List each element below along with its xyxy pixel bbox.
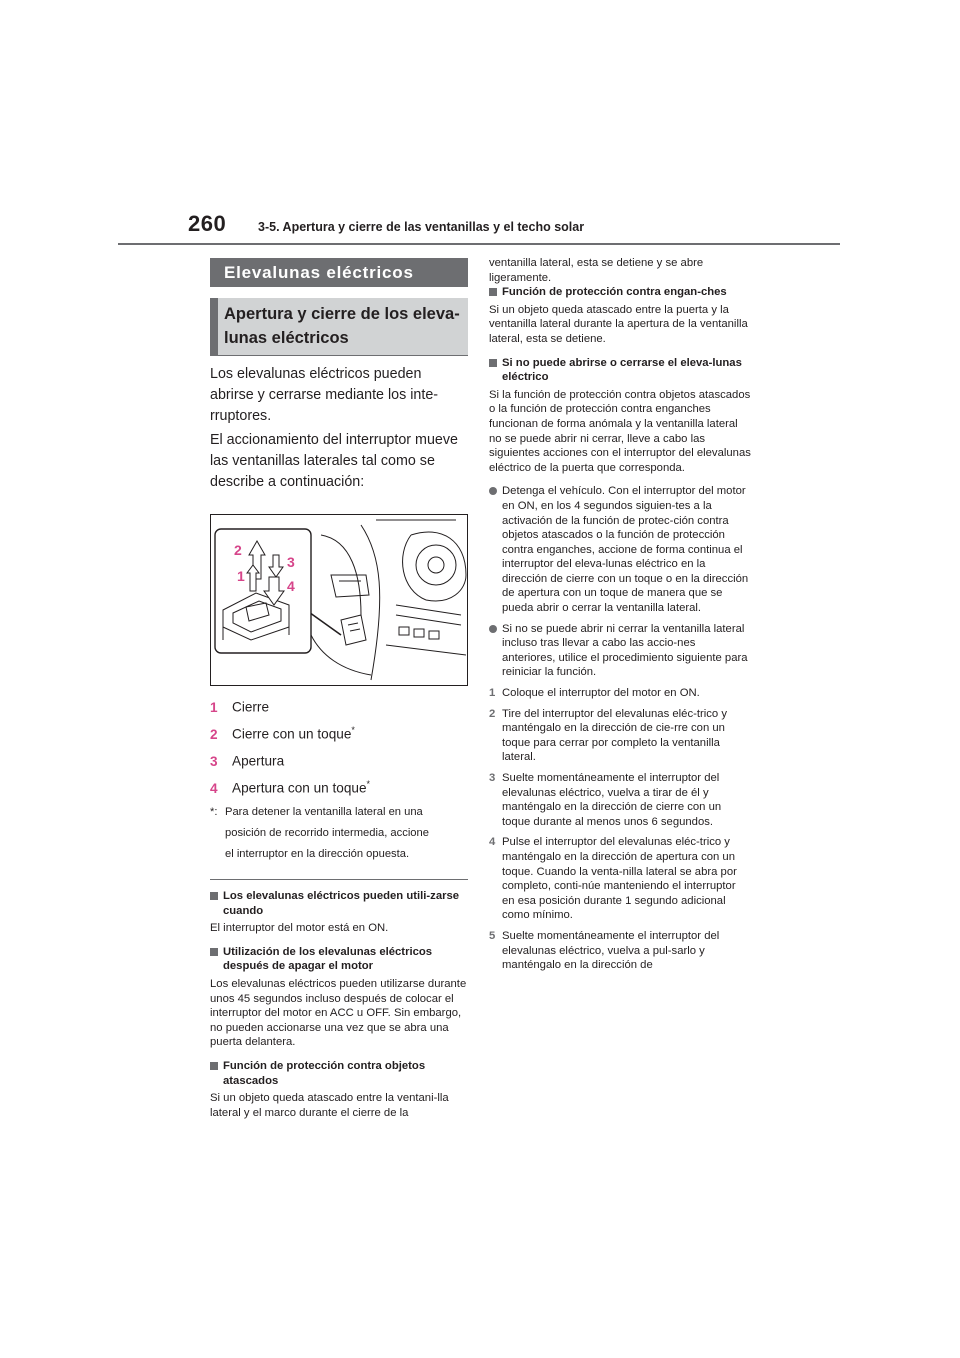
legend-number: 3 (210, 753, 218, 769)
step-item (489, 929, 751, 973)
step-number: 4 (489, 836, 496, 849)
page-number: 260 (188, 211, 227, 236)
step-text: Suelte momentáneamente el interruptor del elevalunas eléctrico, vuelva a pul-sarlo y manténgalo en la dirección de (502, 929, 720, 972)
note-heading: Los elevalunas eléctricos pueden utili-zarse cuando (210, 889, 468, 918)
legend-text: Apertura con un toque (232, 780, 367, 796)
note-heading: Utilización de los elevalunas eléctricos después de apagar el motor (210, 945, 468, 974)
note-body: El interruptor del motor está en ON. (210, 922, 389, 935)
note-heading: Si no puede abrirse o cerrarse el eleva-lunas eléctrico (489, 356, 751, 385)
note-body: Si un objeto queda atascado entre la ventani-lla lateral y el marco durante el cierre de la (210, 1092, 449, 1119)
intro-paragraph: Los elevalunas eléctricos pueden abrirse y cerrarse mediante los inte-rruptores. (210, 366, 439, 424)
inset-frame (215, 529, 311, 653)
page-header (0, 0, 960, 250)
bullet-item: Si no se puede abrir ni cerrar la ventanilla lateral incluso tras llevar a cabo las accio-nes anteriores, utilice el procedimiento siguiente para reiniciar la función. (489, 622, 751, 680)
illustration-svg (211, 515, 467, 685)
subsection-band-title: Apertura y cierre de los eleva-lunas eléctricos (210, 298, 468, 356)
callout-label: 3 (287, 554, 295, 570)
step-item (489, 835, 751, 923)
bullet-item: Detenga el vehículo. Con el interruptor del motor en ON, en los 4 segundos siguien-tes a la activación de la función de protec-ción contra objetos atascados o la función de protección contra enganches, accione de forma continua el interruptor del eleva-lunas eléctrico en la dirección de cierre con un toque o en la dirección de apertura con un toque de manera que se pueda abrir o cerrar la ventanilla lateral. (489, 484, 751, 615)
step-text: Suelte momentáneamente el interruptor del elevalunas eléctrico, vuelva a tirar de él y manténgalo en la dirección de cierre con un toque durante al menos unos 6 segundos. (502, 772, 722, 828)
step-number: 2 (489, 707, 496, 720)
footnote-line: *: Para detener la ventanilla lateral en una (210, 802, 468, 823)
step-item (489, 686, 751, 701)
intro-text (210, 364, 468, 493)
section-title: 3-5. Apertura y cierre de las ventanillas y el techo solar (258, 220, 585, 234)
footnote (210, 802, 468, 865)
footnote-line: posición de recorrido intermedia, accione (225, 827, 429, 839)
callout-label: 1 (237, 568, 245, 584)
legend-item (210, 721, 468, 745)
legend-item (210, 748, 468, 772)
legend-asterisk: * (366, 779, 371, 789)
note-body: Los elevalunas eléctricos pueden utilizarse durante unos 45 segundos incluso después de colocar el interruptor del motor en ACC u OFF. Sin embargo, no pueden accionarse una vez que se abra una puerta delantera. (210, 977, 467, 1049)
legend-number: 1 (210, 699, 218, 715)
step-text: Pulse el interruptor del elevalunas eléc-trico y manténgalo en la dirección de apertura con un toque. Cuando la venta-nilla lateral se abra por completo, conti-núe manteniendo el interruptor en esa posición durante 1 segundo adicional como mínimo. (502, 836, 737, 922)
right-column (489, 256, 751, 979)
header-divider (118, 243, 840, 245)
legend-text: Apertura (232, 753, 285, 769)
illustration-legend (210, 694, 468, 799)
note-body: Si la función de protección contra objetos atascados o la función de protección contra enganches funcionan de forma anómala y la ventanilla lateral no se puede abrir ni cerrar, lleve a cabo las siguientes acciones con el interruptor del elevalunas eléctrico de la puerta que corresponda. (489, 388, 751, 474)
continuation-text: ventanilla lateral, esta se detiene y se abre ligeramente. (489, 257, 704, 284)
legend-item (210, 775, 468, 799)
step-text: Coloque el interruptor del motor en ON. (502, 687, 700, 700)
step-item (489, 771, 751, 829)
footnote-mark: *: (210, 806, 218, 818)
step-number: 5 (489, 929, 496, 942)
window-switch-illustration (210, 514, 468, 686)
legend-number: 2 (210, 726, 218, 742)
legend-text: Cierre con un toque (232, 726, 352, 742)
step-number: 3 (489, 772, 496, 784)
step-item (489, 707, 751, 765)
legend-asterisk: * (351, 725, 355, 735)
intro-paragraph: El accionamiento del interruptor mueve las ventanillas laterales tal como se describe a continuación: (210, 432, 458, 490)
callout-label: 4 (287, 578, 295, 594)
note-body: Si un objeto queda atascado entre la puerta y la ventanilla lateral durante la apertura de la ventanilla lateral, esta se detiene. (489, 303, 748, 345)
note-heading: Función de protección contra engan-ches (489, 285, 751, 300)
notes-left (210, 889, 468, 1120)
section-divider (210, 879, 468, 880)
step-number: 1 (489, 687, 496, 700)
step-text: Tire del interruptor del elevalunas eléc-trico y manténgalo en la dirección de cie-rre con un toque para cerrar por completo la ventanilla lateral. (502, 707, 727, 764)
callout-label: 2 (234, 542, 242, 558)
note-heading: Función de protección contra objetos atascados (210, 1059, 468, 1088)
footnote-line: el interruptor en la dirección opuesta. (225, 848, 410, 860)
left-column (210, 258, 468, 1129)
legend-number: 4 (210, 780, 218, 796)
section-band-title: Elevalunas eléctricos (210, 258, 468, 287)
legend-text: Cierre (232, 699, 270, 715)
legend-item (210, 694, 468, 718)
